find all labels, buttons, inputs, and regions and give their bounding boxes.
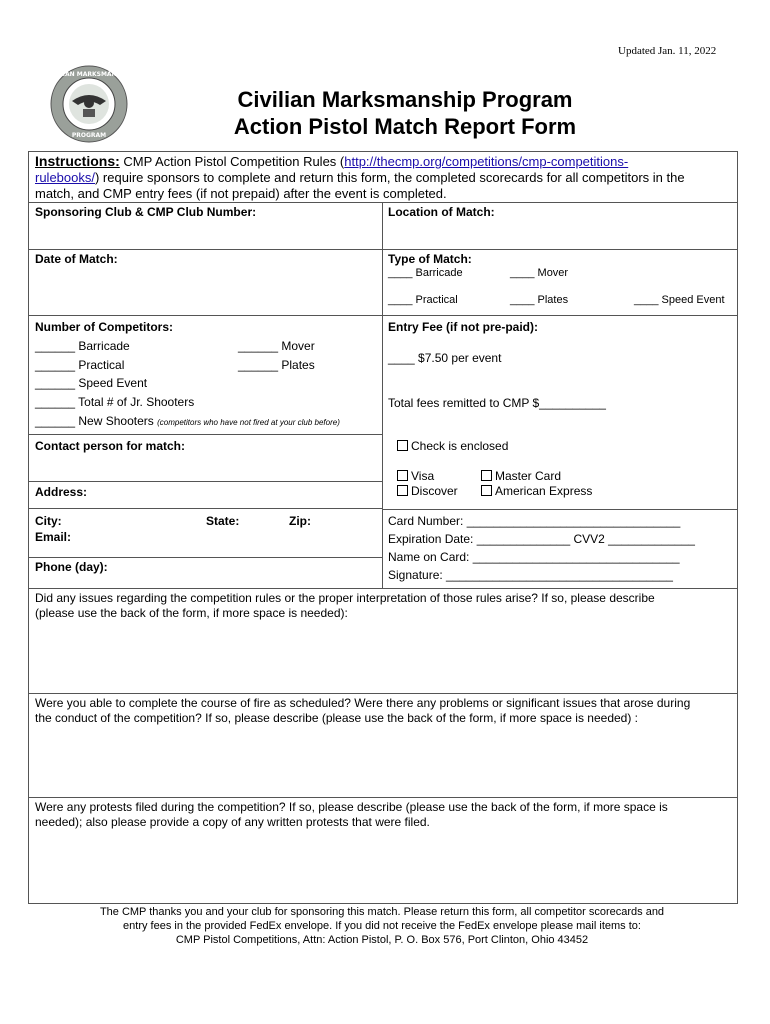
mastercard-option[interactable]: Master Card (481, 469, 561, 484)
nc-new-shooters[interactable]: ______ New Shooters (competitors who have not fired at your club before) (35, 414, 340, 428)
email-label: Email: (35, 530, 72, 544)
title-line-1: Civilian Marksmanship Program (237, 87, 573, 112)
question-1: Did any issues regarding the competition rules or the proper interpretation of those rules arise? If so, please describe (please use the back of the form, if more space is needed): (35, 591, 655, 620)
amex-option[interactable]: American Express (481, 484, 592, 499)
question-3: Were any protests filed during the competition? If so, please describe (please use the back of the form, if more space is needed); also please provide a copy of any written protests that were filed. (35, 800, 668, 829)
name-on-card[interactable]: Name on Card: _______________________________ (388, 550, 680, 564)
instructions (35, 153, 735, 202)
total-fees[interactable]: Total fees remitted to CMP $__________ (388, 396, 606, 410)
cmp-logo (45, 65, 133, 143)
discover-option[interactable]: Discover (397, 484, 458, 499)
date-label: Date of Match: (35, 252, 118, 266)
check-enclosed[interactable]: Check is enclosed (397, 439, 508, 454)
nc-speed-event[interactable]: ______ Speed Event (35, 376, 148, 390)
visa-checkbox[interactable] (397, 470, 408, 481)
type-barricade[interactable]: ____ Barricade (388, 267, 463, 279)
nc-barricade[interactable]: ______ Barricade (35, 339, 130, 353)
amex-checkbox[interactable] (481, 485, 492, 496)
num-competitors-label: Number of Competitors: (35, 320, 173, 334)
nc-practical[interactable]: ______ Practical (35, 358, 125, 372)
type-plates[interactable]: ____ Plates (510, 294, 569, 306)
title-line-2: Action Pistol Match Report Form (233, 114, 577, 139)
nc-plates[interactable]: ______ Plates (238, 358, 315, 372)
instructions-text-c: match, and CMP entry fees (if not prepaid) after the event is completed. (35, 186, 447, 201)
state-label: State: (206, 514, 240, 528)
type-of-match-label: Type of Match: (388, 252, 472, 266)
updated-date: Updated Jan. 11, 2022 (618, 45, 717, 57)
nc-mover[interactable]: ______ Mover (238, 339, 315, 353)
expiration-date[interactable]: Expiration Date: ______________ CVV2 _____________ (388, 532, 695, 546)
card-number[interactable]: Card Number: ________________________________ (388, 514, 681, 528)
type-mover[interactable]: ____ Mover (510, 267, 569, 279)
rules-link-1[interactable]: http://thecmp.org/competitions/cmp-competitions- (344, 154, 629, 169)
city-label: City: (35, 514, 62, 528)
rules-link-2[interactable]: rulebooks/ (35, 170, 95, 185)
fee-amount[interactable]: ____ $7.50 per event (388, 351, 502, 365)
contact-label: Contact person for match: (35, 439, 186, 453)
location-label: Location of Match: (388, 205, 495, 219)
type-speed-event[interactable]: ____ Speed Event (634, 294, 725, 306)
zip-label: Zip: (289, 514, 311, 528)
question-2: Were you able to complete the course of fire as scheduled? Were there any problems or significant issues that arose during the conduct of the competition? If so, please describe (please use the back of the form, if more space is needed) : (35, 696, 691, 725)
instructions-text-b: ) require sponsors to complete and return this form, the completed scorecards for all competitors in the (94, 170, 685, 185)
nc-new-note: (competitors who have not fired at your club before) (157, 418, 340, 427)
check-checkbox[interactable] (397, 440, 408, 451)
visa-option[interactable]: Visa (397, 469, 434, 484)
nc-junior-shooters[interactable]: ______ Total # of Jr. Shooters (35, 395, 195, 409)
phone-label: Phone (day): (35, 560, 108, 574)
discover-checkbox[interactable] (397, 485, 408, 496)
address-label: Address: (35, 485, 88, 499)
svg-text:PROGRAM: PROGRAM (71, 132, 107, 139)
footer: The CMP thanks you and your club for sponsoring this match. Please return this form, all competitor scorecards and entry fees in the provided FedEx envelope. If you did not receive the FedEx envelope please mail items to: CMP Pistol Competitions, Attn: Action Pistol, P. O. Box 576, Port Clinton, Ohio 43452 (99, 906, 665, 946)
signature[interactable]: Signature: __________________________________ (388, 568, 673, 582)
instructions-label: Instructions: (35, 153, 120, 169)
instructions-text-a: CMP Action Pistol Competition Rules ( (119, 154, 345, 169)
svg-text:CIVILIAN MARKSMANSHIP: CIVILIAN MARKSMANSHIP (45, 71, 133, 78)
entry-fee-label: Entry Fee (if not pre-paid): (388, 320, 538, 334)
type-practical[interactable]: ____ Practical (388, 294, 458, 306)
sponsoring-club-label: Sponsoring Club & CMP Club Number: (35, 205, 257, 219)
mastercard-checkbox[interactable] (481, 470, 492, 481)
